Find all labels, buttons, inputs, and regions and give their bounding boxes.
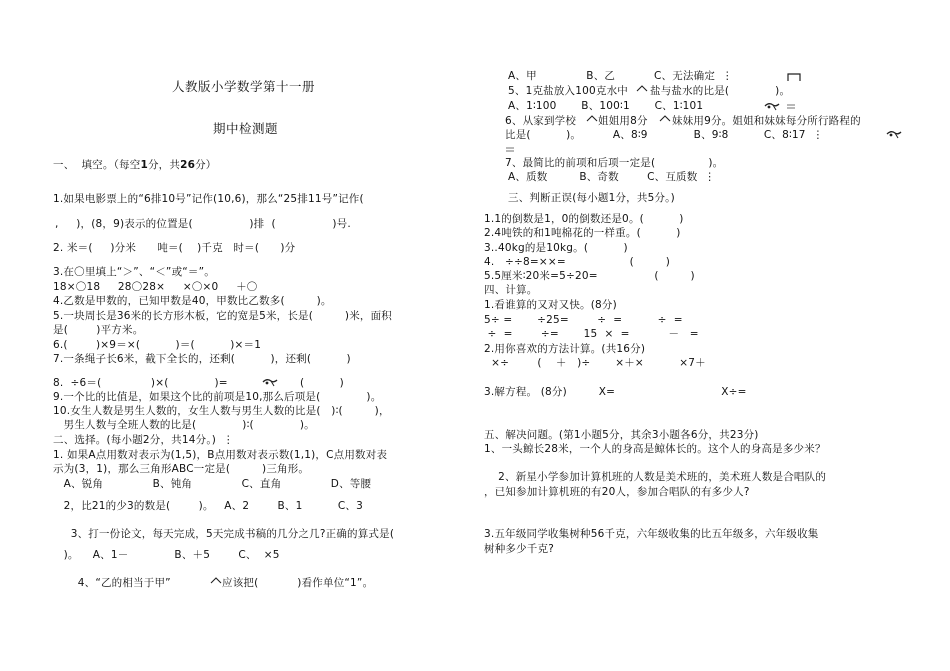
section-4-heading: 四、计算。: [484, 284, 538, 296]
judge-line: 3..40kg的是10kg。( ): [484, 242, 628, 254]
problem-line: 3.五年级同学收集树种56千克，六年级收集的比五年级多，六年级收集: [484, 528, 819, 540]
question-line: 1. 如果A点用数对表示为(1,5)，B点用数对表示数(1,1)，C点用数对表: [53, 449, 388, 461]
tick-mark-icon: [505, 146, 515, 152]
question-line: 5、1克盐放入100克水中: [508, 85, 629, 97]
section-5-heading: 五、解决问题。(第1小题5分，其余3小题各6分，共23分): [484, 429, 759, 441]
caret-mark-icon: [636, 84, 648, 92]
judge-line: 1.1的倒数是1，0的倒数还是0。( ): [484, 213, 684, 225]
option-line: A、质数 B、奇数 C、互质数 ⋮: [508, 171, 716, 183]
section-2-heading: 二、选择。(每小题2分，共14分。) ⋮: [53, 434, 234, 446]
question-line: 1.看谁算的又对又快。(8分): [484, 299, 617, 311]
question-line: 6.( )×9＝×( )＝( )×＝1: [53, 339, 262, 351]
bracket-mark-icon: [787, 72, 801, 82]
question-line: 10.女生人数是男生人数的，女生人数与男生人数的比是( )∶( )，: [53, 405, 390, 417]
judge-line: 4. ÷÷8=××= ( ): [484, 256, 671, 268]
caret-mark-icon: [659, 114, 671, 122]
question-line: 是( )平方米。: [53, 324, 144, 336]
problem-line: 树种多少千克?: [484, 543, 554, 555]
bird-mark-icon: [262, 376, 278, 388]
question-line: 7.一条绳子长6米，截下全长的，还剩( )，还剩( ): [53, 353, 351, 365]
problem-line: ，已知参加计算机班的有20人，参加合唱队的有多少人?: [484, 486, 750, 498]
question-line: 3.解方程。 (8分) X= X÷=: [484, 386, 747, 398]
question-line: 3.在〇里填上“＞”、“＜”或“＝”。: [53, 266, 215, 278]
bird-mark-icon: [764, 100, 780, 112]
question-line: 2.用你喜欢的方法计算。(共16分): [484, 343, 646, 355]
question-line: 4、“乙的相当于甲”: [53, 577, 171, 589]
calc-line: ×÷ ( ＋ )÷ ×＋× ×7＋: [484, 357, 706, 369]
option-line: )。 A、1－ B、＋5 C、 ×5: [53, 549, 280, 561]
question-line: , )，(8，9)表示的位置是( )排 ( )号.: [55, 218, 351, 230]
question-line: 4.乙数是甲数的，已知甲数是40，甲数比乙数多( )。: [53, 295, 332, 307]
caret-mark-icon: [210, 576, 222, 584]
question-line: 比是( )。 A、8∶9 B、9∶8 C、8∶17 ⋮: [505, 129, 824, 141]
question-line: 盐与盐水的比是( )。: [650, 85, 791, 97]
question-line: 示为(3，1)，那么三角形ABC一定是( )三角形。: [53, 463, 310, 475]
question-line: 9.一个比的比值是，如果这个比的前项是10,那么后项是( )。: [53, 391, 382, 403]
answer-blank: ( ): [300, 377, 344, 389]
question-line: 2. 米＝( )分米 吨＝( )千克 时＝( )分: [53, 242, 296, 254]
question-line: 妹妹用9分。姐姐和妹妹每分所行路程的: [672, 115, 861, 127]
calc-line: 5÷ = ÷25= ÷ = ÷ =: [484, 314, 683, 326]
exam-title: 人教版小学数学第十一册: [172, 79, 316, 94]
bird-mark-icon: [886, 128, 902, 140]
judge-line: 5.5厘米∶20米=5÷20= ( ): [484, 270, 695, 282]
question-line: 6、从家到学校: [505, 115, 577, 127]
question-line: 18×〇18 28〇28× ×〇×0 ＋〇: [53, 281, 258, 293]
section-3-heading: 三、判断正误(每小题1分，共5分。): [508, 192, 675, 204]
option-line: A、甲 B、乙 C、无法确定 ⋮: [508, 70, 733, 82]
judge-line: 2.4吨铁的和1吨棉花的一样重。( ): [484, 227, 681, 239]
tick-mark-icon: [786, 103, 796, 109]
caret-mark-icon: [586, 114, 598, 122]
question-line: 5.一块周长是36米的长方形木板，它的宽是5米，长是( )米，面积: [53, 310, 392, 322]
question-line: 2，比21的少3的数是( )。 A、2 B、1 C、3: [53, 500, 363, 512]
question-line: 姐姐用8分: [598, 115, 648, 127]
question-line: 8. ÷6＝( )×( )=: [53, 377, 228, 389]
problem-line: 1、一头鲸长28米，一个人的身高是鲸体长的。这个人的身高是多少米？: [484, 443, 826, 455]
option-line: A、锐角 B、钝角 C、直角 D、等腰: [53, 478, 372, 490]
calc-line: ÷ = ÷= 15 × = － =: [484, 328, 699, 340]
question-line: 7、最简比的前项和后项一定是( )。: [505, 157, 724, 169]
question-line: 应该把( )看作单位“1”。: [222, 577, 374, 589]
section-1-heading: 一、 填空。（每空1分，共26分）: [53, 159, 217, 171]
option-line: A、1∶100 B、100∶1 C、1∶101: [508, 100, 704, 112]
exam-subtitle: 期中检测题: [213, 121, 279, 136]
question-line: 男生人数与全班人数的比是( )∶( )。: [53, 419, 315, 431]
question-line: 1.如果电影票上的“6排10号”记作(10,6)，那么“25排11号”记作(: [53, 193, 364, 205]
question-line: 3、打一份论文，每天完成，5天完成书稿的几分之几?正确的算式是(: [53, 528, 395, 540]
problem-line: 2、新星小学参加计算机班的人数是美术班的，美术班人数是合唱队的: [484, 471, 827, 483]
